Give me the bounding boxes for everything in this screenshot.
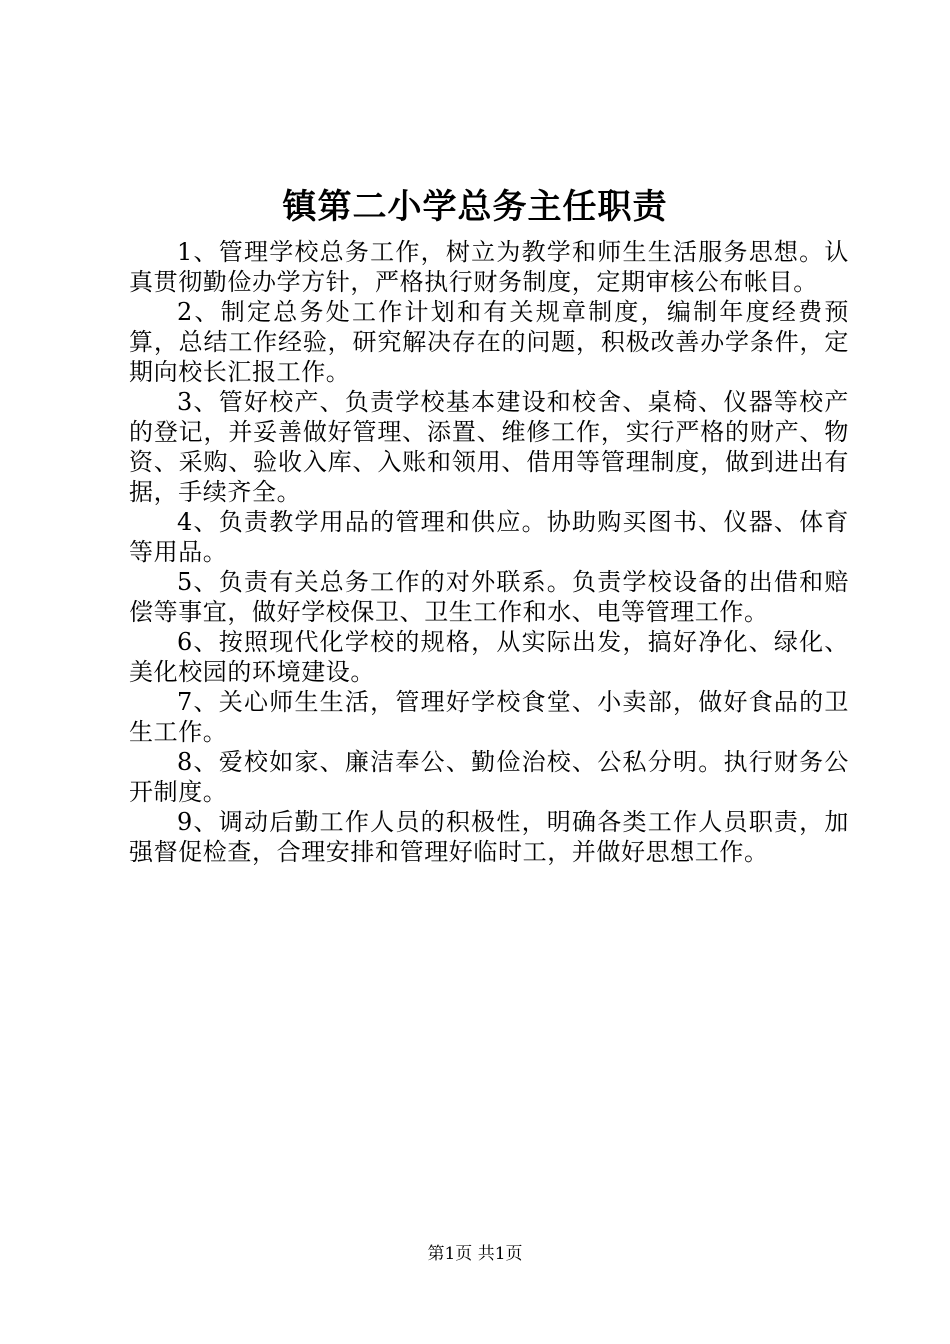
paragraph-4: 4、负责教学用品的管理和供应。协助购买图书、仪器、体育等用品。 — [129, 508, 849, 566]
paragraph-6: 6、按照现代化学校的规格，从实际出发，搞好净化、绿化、美化校园的环境建设。 — [129, 628, 849, 686]
paragraph-7: 7、关心师生生活，管理好学校食堂、小卖部，做好食品的卫生工作。 — [129, 688, 849, 746]
paragraph-3: 3、管好校产、负责学校基本建设和校舍、桌椅、仪器等校产的登记，并妥善做好管理、添置、维修工作，实行严格的财产、物资、采购、验收入库、入账和领用、借用等管理制度，做到进出有据，手续齐全。 — [129, 388, 849, 506]
paragraph-5: 5、负责有关总务工作的对外联系。负责学校设备的出借和赔偿等事宜，做好学校保卫、卫生工作和水、电等管理工作。 — [129, 568, 849, 626]
paragraph-9: 9、调动后勤工作人员的积极性，明确各类工作人员职责，加强督促检查，合理安排和管理好临时工，并做好思想工作。 — [129, 808, 849, 866]
page-number-footer: 第1页 共1页 — [427, 1244, 523, 1264]
document-title: 镇第二小学总务主任职责 — [282, 187, 668, 227]
paragraph-2: 2、制定总务处工作计划和有关规章制度，编制年度经费预算，总结工作经验，研究解决存在的问题，积极改善办学条件，定期向校长汇报工作。 — [129, 298, 849, 386]
paragraph-1: 1、管理学校总务工作，树立为教学和师生生活服务思想。认真贯彻勤俭办学方针，严格执行财务制度，定期审核公布帐目。 — [129, 238, 849, 296]
paragraph-8: 8、爱校如家、廉洁奉公、勤俭治校、公私分明。执行财务公开制度。 — [129, 748, 849, 806]
document-body — [129, 237, 849, 867]
